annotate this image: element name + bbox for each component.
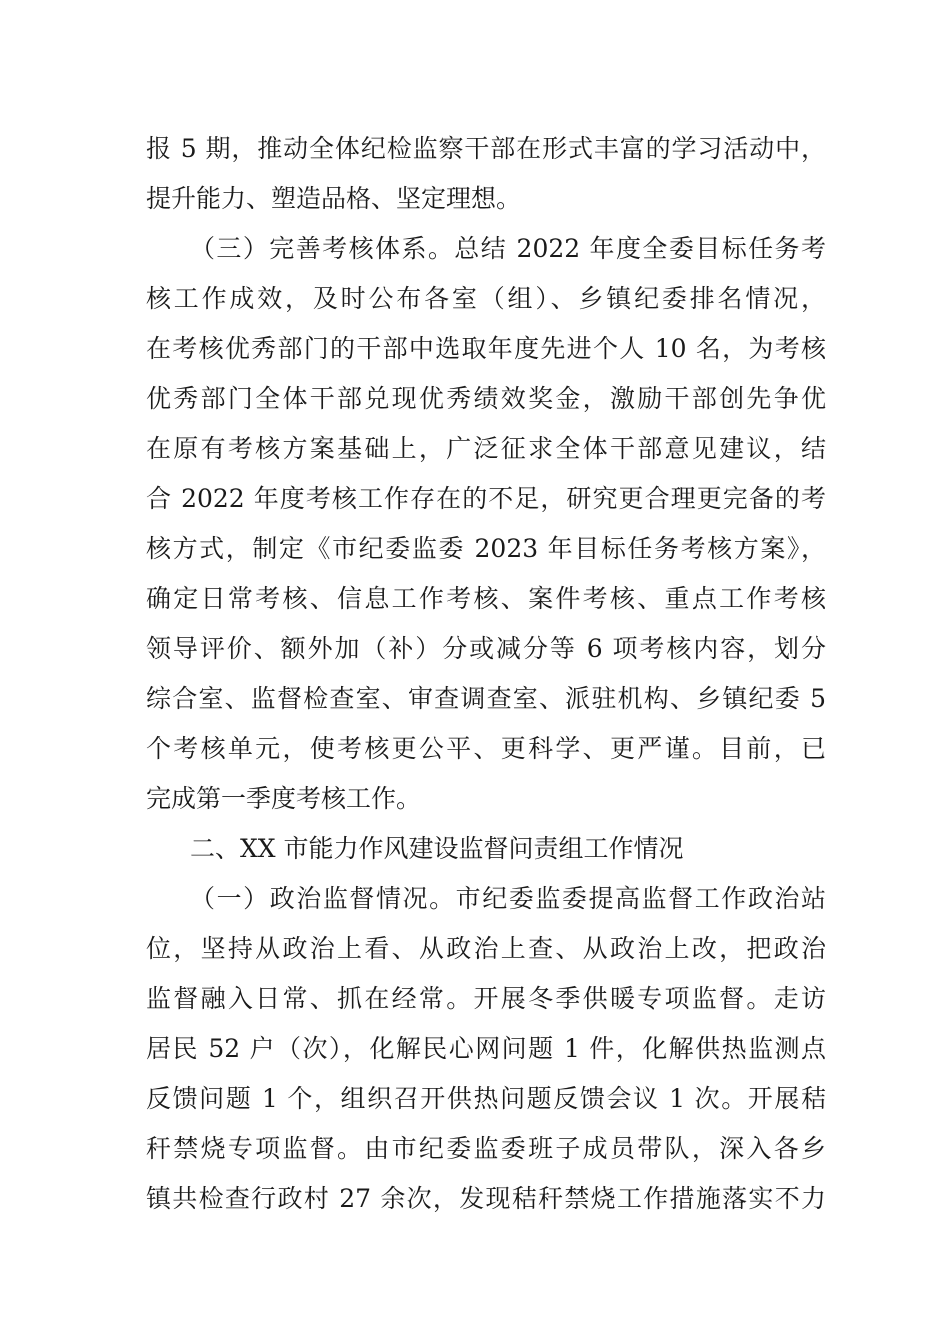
text-line-6: 优秀部门全体干部兑现优秀绩效奖金，激励干部创先争优 <box>146 384 826 413</box>
text-line-8: 合 2022 年度考核工作存在的不足，研究更合理更完备的考 <box>146 484 826 513</box>
text-line-18: 监督融入日常、抓在经常。开展冬季供暖专项监督。走访 <box>146 984 826 1013</box>
text-line-16: （一）政治监督情况。市纪委监委提高监督工作政治站 <box>190 884 826 913</box>
text-line-11: 领导评价、额外加（补）分或减分等 6 项考核内容，划分 <box>146 634 826 663</box>
text-line-19: 居民 52 户（次），化解民心网问题 1 件，化解供热监测点 <box>146 1034 826 1063</box>
text-line-4: 核工作成效，及时公布各室（组）、乡镇纪委排名情况， <box>146 284 826 313</box>
text-line-7: 在原有考核方案基础上，广泛征求全体干部意见建议，结 <box>146 434 826 463</box>
text-line-12: 综合室、监督检查室、审查调查室、派驻机构、乡镇纪委 5 <box>146 684 826 713</box>
text-line-10: 确定日常考核、信息工作考核、案件考核、重点工作考核 <box>146 584 826 613</box>
text-line-14: 完成第一季度考核工作。 <box>146 784 422 813</box>
text-line-3: （三）完善考核体系。总结 2022 年度全委目标任务考 <box>190 234 826 263</box>
text-line-20: 反馈问题 1 个，组织召开供热问题反馈会议 1 次。开展秸 <box>146 1084 826 1113</box>
text-line-21: 秆禁烧专项监督。由市纪委监委班子成员带队，深入各乡 <box>146 1134 826 1163</box>
text-line-9: 核方式，制定《市纪委监委 2023 年目标任务考核方案》， <box>146 534 826 563</box>
text-line-1: 报 5 期，推动全体纪检监察干部在形式丰富的学习活动中， <box>146 134 826 163</box>
section-heading: 二、XX 市能力作风建设监督问责组工作情况 <box>190 834 684 863</box>
text-line-2: 提升能力、塑造品格、坚定理想。 <box>146 184 522 213</box>
text-line-5: 在考核优秀部门的干部中选取年度先进个人 10 名，为考核 <box>146 334 826 363</box>
text-line-13: 个考核单元，使考核更公平、更科学、更严谨。目前，已 <box>146 734 826 763</box>
text-line-17: 位，坚持从政治上看、从政治上查、从政治上改，把政治 <box>146 934 826 963</box>
text-line-22: 镇共检查行政村 27 余次，发现秸秆禁烧工作措施落实不力 <box>146 1184 826 1213</box>
